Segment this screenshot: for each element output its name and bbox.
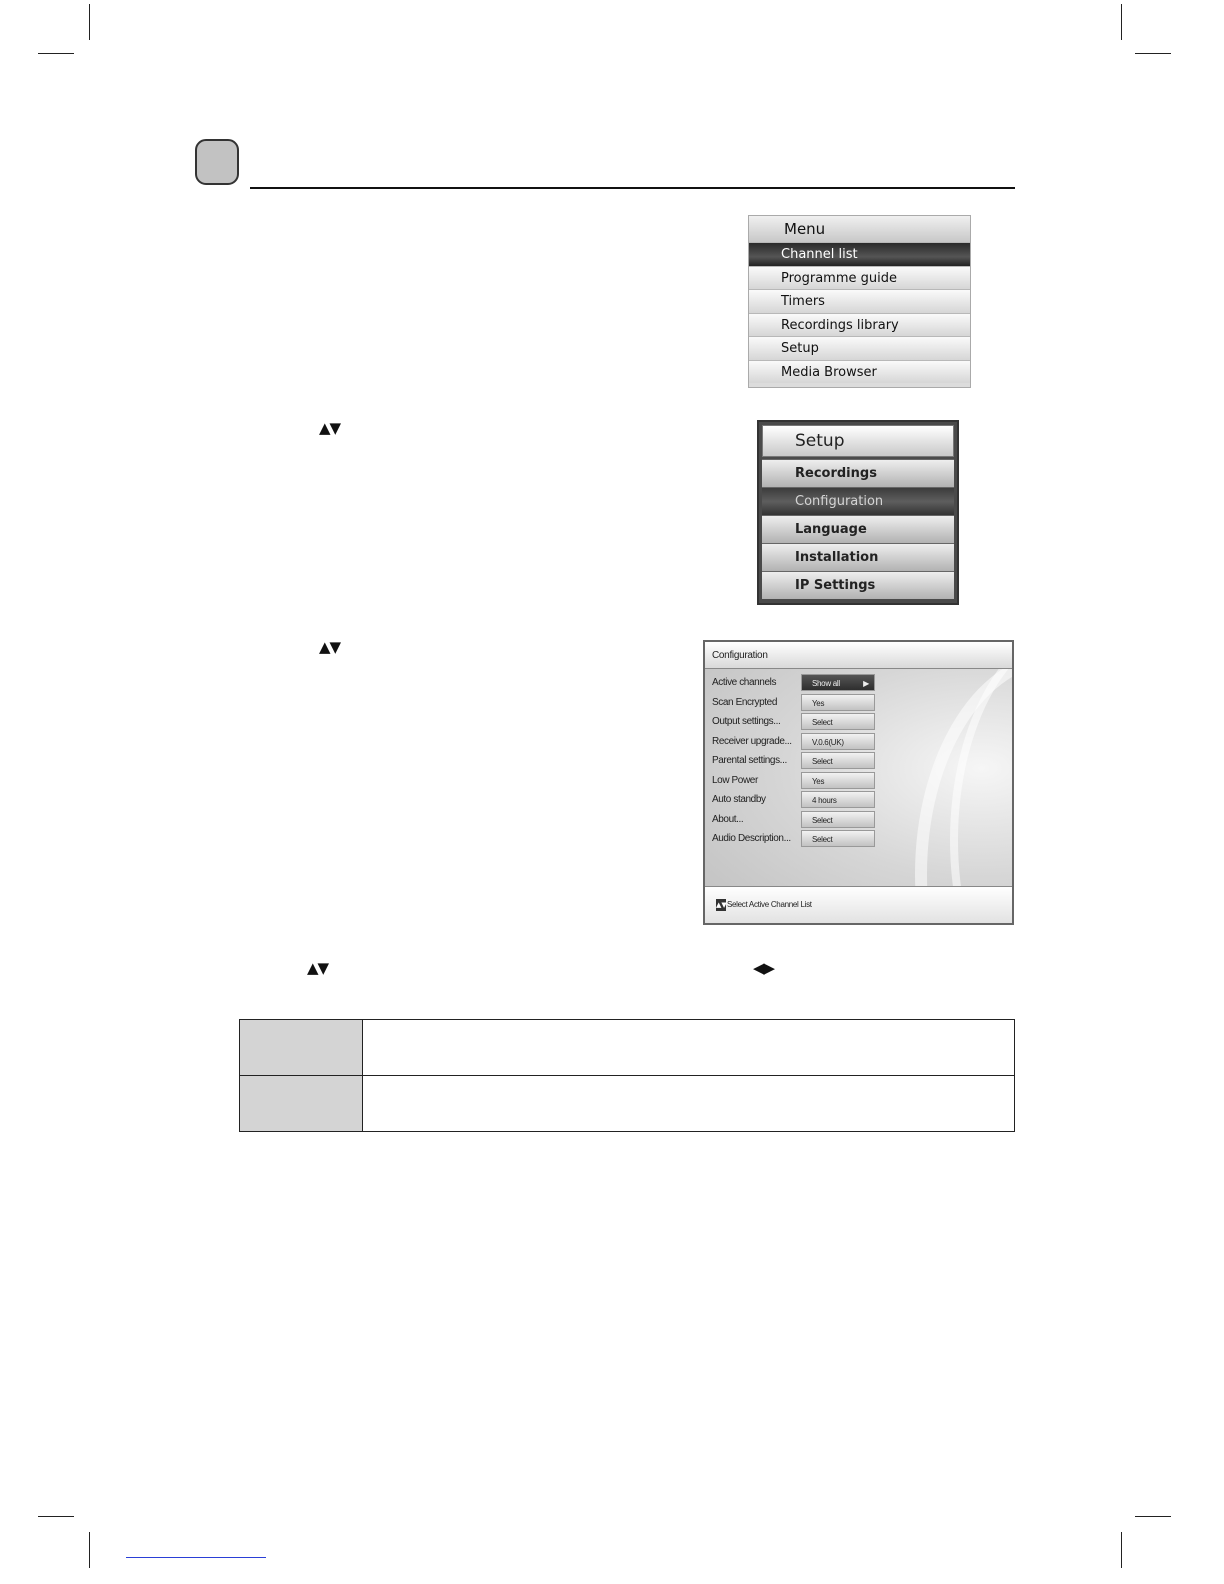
config-row-label: Scan Encrypted — [712, 696, 777, 708]
config-row-value-text: Select — [812, 835, 833, 844]
config-row[interactable] — [712, 674, 882, 693]
config-row-label: About... — [712, 813, 744, 825]
crop-mark — [1121, 1532, 1122, 1568]
crop-mark — [38, 1516, 74, 1517]
config-row-value[interactable] — [801, 772, 875, 789]
config-row[interactable] — [712, 772, 882, 791]
up-down-key-icon: ▲▼ — [716, 901, 727, 909]
config-row-value[interactable] — [801, 752, 875, 769]
config-row-value[interactable] — [801, 830, 875, 847]
menu-item-setup[interactable]: Setup — [749, 336, 970, 360]
config-row-value-text: Select — [812, 815, 833, 825]
menu-item-programme-guide[interactable]: Programme guide — [749, 266, 970, 290]
config-row-value-text: V.0.6(UK) — [812, 737, 844, 747]
footer-hint: Select Active Channel List — [727, 900, 812, 909]
config-row-value-text: Select — [812, 718, 833, 727]
config-row-value-text: Yes — [812, 698, 825, 708]
crop-mark — [89, 4, 90, 40]
menu-item-timers[interactable]: Timers — [749, 289, 970, 313]
config-row-value-text: Show all — [812, 679, 840, 688]
menu-title: Menu — [749, 216, 970, 242]
config-row-label: Audio Description... — [712, 833, 791, 844]
crop-mark — [38, 53, 74, 54]
config-row-label: Output settings... — [712, 716, 781, 727]
caret-right-icon: ▶ — [863, 679, 869, 688]
menu-screenshot — [748, 215, 971, 388]
config-row[interactable] — [712, 713, 882, 732]
setup-item-ip-settings[interactable]: IP Settings — [762, 571, 954, 599]
config-row-value-text: 4 hours — [812, 796, 837, 805]
config-row-value[interactable] — [801, 811, 875, 828]
up-down-arrows-icon: ▲▼ — [319, 638, 341, 656]
left-right-arrows-icon: ◀▶ — [753, 959, 775, 977]
setup-item-configuration[interactable]: Configuration — [762, 487, 954, 515]
background-swoosh — [950, 640, 1014, 925]
config-row-value[interactable] — [801, 791, 875, 808]
option-name-cell — [240, 1020, 363, 1076]
config-row-value-text: Select — [812, 757, 833, 766]
crop-mark — [89, 1532, 90, 1568]
table-row — [240, 1020, 1015, 1076]
config-row-value-text: Yes — [812, 776, 825, 786]
config-row[interactable] — [712, 733, 882, 752]
up-down-arrows-icon: ▲▼ — [319, 419, 341, 437]
setup-screenshot — [757, 420, 959, 605]
option-name-cell — [240, 1076, 363, 1132]
config-row-value[interactable] — [801, 733, 875, 750]
section-badge — [195, 139, 239, 185]
config-row-label: Receiver upgrade... — [712, 735, 792, 747]
configuration-screenshot — [703, 640, 1014, 925]
link-underline — [126, 1557, 266, 1558]
config-row[interactable] — [712, 752, 882, 771]
config-row[interactable] — [712, 811, 882, 830]
config-row-value[interactable] — [801, 674, 875, 691]
header-rule — [250, 187, 1015, 189]
config-row[interactable] — [712, 830, 882, 849]
config-row-label: Auto standby — [712, 794, 766, 805]
menu-item-media-browser[interactable]: Media Browser — [749, 360, 970, 384]
setup-title: Setup — [762, 425, 954, 457]
menu-item-recordings-library[interactable]: Recordings library — [749, 313, 970, 337]
options-table — [239, 1019, 1015, 1132]
up-down-arrows-icon: ▲▼ — [307, 959, 329, 977]
setup-item-language[interactable]: Language — [762, 515, 954, 543]
option-description-cell — [363, 1076, 1015, 1132]
setup-item-recordings[interactable]: Recordings — [762, 459, 954, 487]
configuration-footer — [705, 886, 1012, 923]
config-row-label: Parental settings... — [712, 755, 787, 766]
config-row-value[interactable] — [801, 713, 875, 730]
menu-item-channel-list[interactable]: Channel list — [749, 242, 970, 266]
config-row-value[interactable] — [801, 694, 875, 711]
option-description-cell — [363, 1020, 1015, 1076]
config-row-label: Active channels — [712, 677, 777, 688]
crop-mark — [1121, 4, 1122, 40]
configuration-title: Configuration — [705, 642, 1012, 669]
config-row-label: Low Power — [712, 774, 758, 786]
table-row — [240, 1076, 1015, 1132]
setup-item-installation[interactable]: Installation — [762, 543, 954, 571]
crop-mark — [1135, 53, 1171, 54]
config-row[interactable] — [712, 694, 882, 713]
crop-mark — [1135, 1516, 1171, 1517]
config-row[interactable] — [712, 791, 882, 810]
